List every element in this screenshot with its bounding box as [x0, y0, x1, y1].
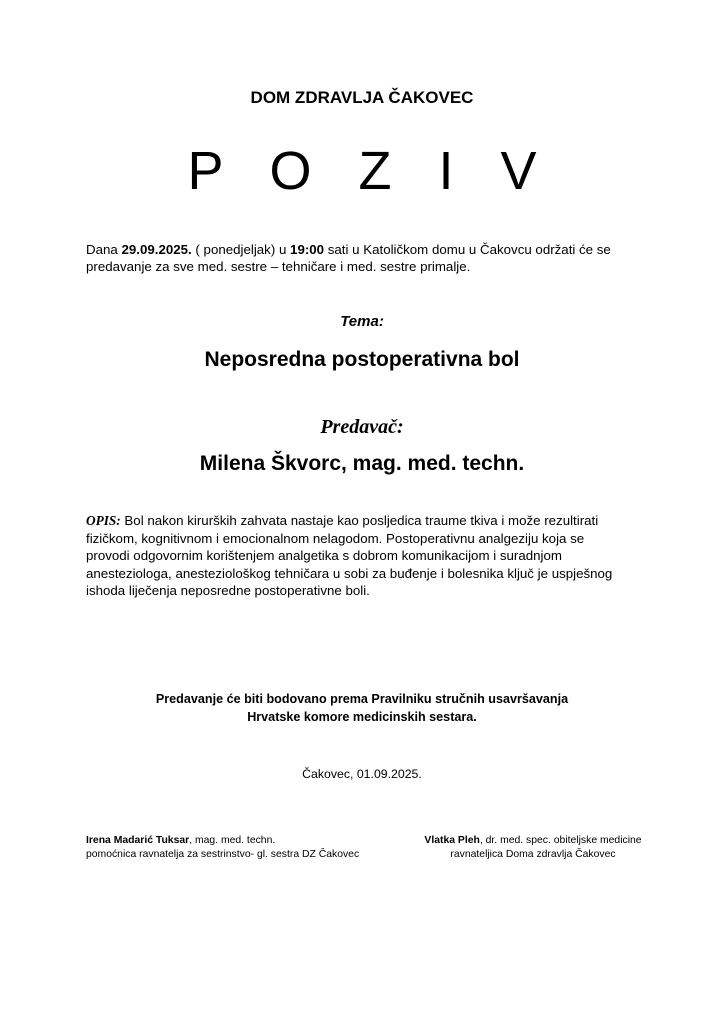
place-date: Čakovec, 01.09.2025.	[302, 767, 422, 781]
intro-text-1: Dana	[86, 242, 122, 257]
lecturer-label: Predavač:	[320, 416, 404, 438]
accreditation-line-1: Predavanje će biti bodovano prema Pravilniku stručnih usavršavanja	[155, 692, 569, 706]
signature-right	[388, 834, 678, 862]
lecturer-name: Milena Škvorc, mag. med. techn.	[199, 452, 525, 475]
accreditation-note	[0, 690, 724, 726]
description-paragraph	[86, 512, 626, 600]
intro-text-3: sati u Katoličkom domu u Čakovcu održati će se predavanje za sve med. sestre – tehničare i med. sestre primalje.	[86, 242, 611, 274]
document-title: P O Z I V	[187, 141, 553, 201]
description-label: OPIS:	[86, 513, 121, 528]
signatory-right-title: , dr. med. spec. obiteljske medicine	[479, 835, 642, 846]
topic-label: Tema:	[340, 313, 384, 330]
description-text: Bol nakon kirurških zahvata nastaje kao posljedica traume tkiva i može rezultirati fizičkom, kognitivnom i emocionalnom nelagodom. Postoperativnu analgeziju koja se provodi odgovornim korištenjem analgetika s dobrom komunikacijom i suradnjom anesteziologa, anesteziološkog tehničara u sobi za buđenje i bolesnika ključ je uspješnog ishoda liječenja neposredne postoperativne boli.	[86, 513, 613, 598]
signatory-left-name: Irena Madarić Tuksar	[86, 835, 190, 846]
signatory-right-name: Vlatka Pleh	[424, 835, 480, 846]
intro-paragraph	[86, 241, 646, 275]
accreditation-line-2: Hrvatske komore medicinskih sestara.	[247, 710, 477, 724]
signature-left	[86, 834, 416, 862]
signatory-right-role: ravnateljica Doma zdravlja Čakovec	[450, 849, 616, 860]
intro-text-2: ( ponedjeljak) u	[191, 242, 291, 257]
organization-name: DOM ZDRAVLJA ČAKOVEC	[250, 88, 474, 107]
signatory-left-role: pomoćnica ravnatelja za sestrinstvo- gl. sestra DZ Čakovec	[86, 849, 360, 860]
event-time: 19:00	[290, 242, 325, 257]
topic-title: Neposredna postoperativna bol	[204, 348, 520, 371]
event-date: 29.09.2025.	[121, 242, 192, 257]
signatory-left-title: , mag. med. techn.	[189, 835, 276, 846]
